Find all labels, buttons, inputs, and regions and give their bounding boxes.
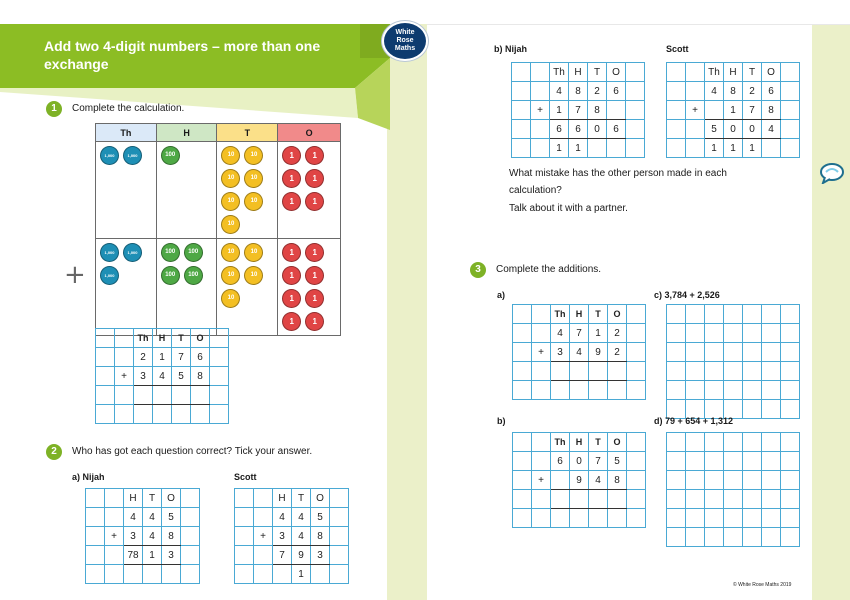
counter-1: 1 <box>282 312 301 331</box>
pv-cell <box>278 142 341 239</box>
answer-cell[interactable] <box>762 324 781 343</box>
grid-header: T <box>743 63 762 82</box>
answer-cell[interactable] <box>781 452 800 471</box>
grid-header: Th <box>134 329 153 348</box>
grid-header: O <box>191 329 210 348</box>
counter-1: 1 <box>282 146 301 165</box>
grid-header: H <box>569 63 588 82</box>
answer-cell[interactable] <box>762 381 781 400</box>
grid-header: O <box>608 305 627 324</box>
grid-header: H <box>570 433 589 452</box>
answer-cell[interactable] <box>667 305 686 324</box>
question-3-text: Complete the additions. <box>496 264 602 275</box>
counter-1: 1 <box>282 169 301 188</box>
grid-digit: 8 <box>724 82 743 101</box>
answer-cell[interactable] <box>762 528 781 547</box>
answer-cell[interactable] <box>686 305 705 324</box>
answer-cell[interactable] <box>724 433 743 452</box>
answer-cell[interactable] <box>743 509 762 528</box>
answer-cell[interactable] <box>686 528 705 547</box>
answer-cell[interactable] <box>724 471 743 490</box>
answer-cell[interactable] <box>743 471 762 490</box>
answer-cell[interactable] <box>667 452 686 471</box>
answer-cell[interactable] <box>134 386 153 405</box>
white-rose-logo: White Rose Maths <box>382 21 428 61</box>
grid-plus: + <box>532 343 551 362</box>
grid-digit: 5 <box>311 508 330 527</box>
answer-cell[interactable] <box>667 433 686 452</box>
grid-digit <box>705 101 724 120</box>
answer-cell[interactable] <box>781 400 800 419</box>
q2a-nijah-label: a) Nijah <box>72 472 105 482</box>
grid-digit: 6 <box>607 82 626 101</box>
grid-header: H <box>153 329 172 348</box>
counter-10: 10 <box>244 266 263 285</box>
counter-100: 100 <box>184 243 203 262</box>
counter-1: 1 <box>305 192 324 211</box>
pv-cell <box>156 239 217 336</box>
q3b-label: b) <box>497 416 506 426</box>
pv-header-ones: O <box>278 124 341 142</box>
counter-100: 100 <box>161 146 180 165</box>
grid-digit: 7 <box>172 348 191 367</box>
q2b-scott-grid <box>666 62 800 158</box>
grid-digit: 4 <box>292 527 311 546</box>
pv-header-tens: T <box>217 124 278 142</box>
grid-header: H <box>724 63 743 82</box>
answer-cell[interactable] <box>570 381 589 400</box>
grid-header: T <box>588 63 607 82</box>
counter-10: 10 <box>244 169 263 188</box>
q3c-empty-grid[interactable] <box>666 304 800 419</box>
grid-digit: 8 <box>762 101 781 120</box>
grid-header: T <box>292 489 311 508</box>
q3a-label: a) <box>497 290 506 300</box>
q2a-scott-grid <box>234 488 349 584</box>
answer-cell[interactable] <box>608 362 627 381</box>
grid-plus: + <box>686 101 705 120</box>
grid-digit: 4 <box>705 82 724 101</box>
answer-cell[interactable] <box>686 490 705 509</box>
grid-plus: + <box>254 527 273 546</box>
answer-cell[interactable] <box>762 490 781 509</box>
answer-cell[interactable] <box>705 490 724 509</box>
mistake-question: What mistake has the other person made in each calculation? <box>509 168 727 196</box>
answer-cell[interactable] <box>589 362 608 381</box>
grid-header: Th <box>550 63 569 82</box>
counter-1: 1 <box>282 266 301 285</box>
answer-cell[interactable] <box>551 381 570 400</box>
answer-cell[interactable] <box>172 405 191 424</box>
answer-cell[interactable] <box>172 386 191 405</box>
answer-cell[interactable] <box>686 362 705 381</box>
grid-digit: 4 <box>551 324 570 343</box>
answer-cell[interactable] <box>608 509 627 528</box>
pv-cell <box>96 142 157 239</box>
answer-cell[interactable] <box>191 405 210 424</box>
q2a-nijah-grid <box>85 488 200 584</box>
grid-header: T <box>589 305 608 324</box>
answer-cell[interactable] <box>705 528 724 547</box>
answer-cell[interactable] <box>570 362 589 381</box>
grid-plus: + <box>531 101 550 120</box>
answer-cell[interactable] <box>705 433 724 452</box>
grid-header: O <box>162 489 181 508</box>
grid-header: H <box>570 305 589 324</box>
answer-cell[interactable] <box>705 452 724 471</box>
carry-digit: 1 <box>550 139 569 158</box>
grid-digit: 8 <box>588 101 607 120</box>
carry-digit: 1 <box>743 139 762 158</box>
answer-cell[interactable] <box>724 528 743 547</box>
grid-digit: 2 <box>743 82 762 101</box>
answer-cell[interactable] <box>781 509 800 528</box>
answer-cell[interactable] <box>705 509 724 528</box>
grid-digit: 9 <box>589 343 608 362</box>
answer-cell[interactable] <box>608 490 627 509</box>
grid-header: Th <box>551 433 570 452</box>
grid-digit: 3 <box>162 546 181 565</box>
counter-1: 1 <box>305 146 324 165</box>
grid-digit: 1 <box>143 546 162 565</box>
grid-header: O <box>607 63 626 82</box>
grid-digit: 0 <box>588 120 607 139</box>
grid-digit: 0 <box>724 120 743 139</box>
grid-header: H <box>273 489 292 508</box>
counter-100: 100 <box>184 266 203 285</box>
grid-header: Th <box>705 63 724 82</box>
counter-100: 100 <box>161 243 180 262</box>
counter-10: 10 <box>244 146 263 165</box>
grid-digit: 3 <box>551 343 570 362</box>
grid-digit: 0 <box>570 452 589 471</box>
grid-digit: 2 <box>134 348 153 367</box>
grid-digit: 6 <box>762 82 781 101</box>
grid-digit: 3 <box>311 546 330 565</box>
answer-cell[interactable] <box>781 324 800 343</box>
counter-1: 1 <box>282 243 301 262</box>
answer-cell[interactable] <box>781 381 800 400</box>
grid-digit: 7 <box>569 101 588 120</box>
counter-1: 1 <box>305 266 324 285</box>
answer-cell[interactable] <box>743 343 762 362</box>
grid-digit: 5 <box>162 508 181 527</box>
grid-digit: 3 <box>124 527 143 546</box>
page-margin-stripe-left <box>387 24 427 600</box>
answer-cell[interactable] <box>686 381 705 400</box>
grid-digit: 1 <box>589 324 608 343</box>
answer-cell[interactable] <box>686 452 705 471</box>
counter-1: 1 <box>282 192 301 211</box>
answer-cell[interactable] <box>724 509 743 528</box>
answer-cell[interactable] <box>781 471 800 490</box>
grid-header: T <box>172 329 191 348</box>
answer-cell[interactable] <box>724 305 743 324</box>
grid-digit: 4 <box>589 471 608 490</box>
grid-digit: 8 <box>311 527 330 546</box>
q2b-nijah-label: b) Nijah <box>494 44 527 54</box>
grid-digit: 4 <box>143 527 162 546</box>
grid-digit: 3 <box>273 527 292 546</box>
grid-digit: 1 <box>153 348 172 367</box>
grid-digit: 4 <box>273 508 292 527</box>
grid-header: O <box>311 489 330 508</box>
grid-digit: 4 <box>570 343 589 362</box>
counter-1: 1 <box>305 243 324 262</box>
q2a-scott-label: Scott <box>234 472 257 482</box>
answer-cell[interactable] <box>762 433 781 452</box>
answer-cell[interactable] <box>667 343 686 362</box>
counter-10: 10 <box>221 146 240 165</box>
grid-digit: 8 <box>608 471 627 490</box>
grid-digit: 6 <box>569 120 588 139</box>
counter-1000: 1,000 <box>100 146 119 165</box>
page-title: Add two 4-digit numbers – more than one exchange <box>44 38 321 72</box>
pv-cell <box>156 142 217 239</box>
answer-cell[interactable] <box>781 528 800 547</box>
page-margin-stripe-right <box>812 25 850 600</box>
talk-prompt: Talk about it with a partner. <box>509 203 628 214</box>
answer-cell[interactable] <box>705 343 724 362</box>
grid-header: O <box>762 63 781 82</box>
counter-10: 10 <box>244 243 263 262</box>
answer-cell[interactable] <box>667 381 686 400</box>
answer-cell[interactable] <box>686 343 705 362</box>
counter-10: 10 <box>221 266 240 285</box>
answer-cell[interactable] <box>191 386 210 405</box>
grid-digit: 0 <box>743 120 762 139</box>
grid-header: T <box>143 489 162 508</box>
counter-10: 10 <box>221 215 240 234</box>
answer-cell[interactable] <box>724 381 743 400</box>
carry-digit: 1 <box>724 139 743 158</box>
answer-cell[interactable] <box>781 490 800 509</box>
grid-digit: 9 <box>292 546 311 565</box>
answer-cell[interactable] <box>762 471 781 490</box>
counter-1: 1 <box>305 312 324 331</box>
grid-digit: 2 <box>608 343 627 362</box>
question-number-1: 1 <box>46 101 62 117</box>
grid-digit: 7 <box>743 101 762 120</box>
grid-digit: 7 <box>589 452 608 471</box>
grid-digit: 78 <box>124 546 143 565</box>
answer-cell[interactable] <box>686 433 705 452</box>
grid-header: T <box>589 433 608 452</box>
q3a-grid <box>512 304 646 400</box>
grid-digit: 4 <box>143 508 162 527</box>
grid-digit: 4 <box>124 508 143 527</box>
question-2-text: Who has got each question correct? Tick your answer. <box>72 446 313 457</box>
answer-cell[interactable] <box>705 305 724 324</box>
answer-cell[interactable] <box>551 362 570 381</box>
answer-cell[interactable] <box>724 362 743 381</box>
grid-digit: 2 <box>608 324 627 343</box>
answer-cell[interactable] <box>153 386 172 405</box>
pv-header-hundreds: H <box>156 124 217 142</box>
pv-cell <box>96 239 157 336</box>
answer-cell[interactable] <box>705 362 724 381</box>
answer-cell[interactable] <box>781 433 800 452</box>
question-number-2: 2 <box>46 444 62 460</box>
grid-header: Th <box>551 305 570 324</box>
answer-cell[interactable] <box>570 509 589 528</box>
answer-cell[interactable] <box>589 490 608 509</box>
answer-cell[interactable] <box>686 509 705 528</box>
question-1-text: Complete the calculation. <box>72 103 185 114</box>
answer-cell[interactable] <box>153 405 172 424</box>
answer-cell[interactable] <box>667 324 686 343</box>
grid-digit: 7 <box>273 546 292 565</box>
answer-cell[interactable] <box>743 305 762 324</box>
answer-cell[interactable] <box>743 433 762 452</box>
grid-digit <box>607 101 626 120</box>
grid-digit: 5 <box>172 367 191 386</box>
grid-digit: 9 <box>570 471 589 490</box>
grid-digit: 5 <box>705 120 724 139</box>
grid-digit: 1 <box>550 101 569 120</box>
answer-cell[interactable] <box>705 381 724 400</box>
answer-cell[interactable] <box>762 452 781 471</box>
q3d-empty-grid[interactable] <box>666 432 800 547</box>
q2b-nijah-grid <box>511 62 645 158</box>
answer-cell[interactable] <box>134 405 153 424</box>
grid-digit: 6 <box>607 120 626 139</box>
answer-cell[interactable] <box>551 490 570 509</box>
answer-cell[interactable] <box>762 343 781 362</box>
carry-digit: 1 <box>569 139 588 158</box>
plus-sign: + <box>64 260 86 290</box>
counter-1: 1 <box>305 289 324 308</box>
grid-digit: 4 <box>762 120 781 139</box>
answer-cell[interactable] <box>743 324 762 343</box>
counter-1: 1 <box>282 289 301 308</box>
grid-digit: 4 <box>153 367 172 386</box>
pv-header-thousands: Th <box>96 124 157 142</box>
q3b-grid <box>512 432 646 528</box>
answer-cell[interactable] <box>781 362 800 381</box>
pv-cell <box>278 239 341 336</box>
grid-digit: 2 <box>588 82 607 101</box>
counter-10: 10 <box>221 169 240 188</box>
answer-cell[interactable] <box>589 381 608 400</box>
answer-cell[interactable] <box>781 343 800 362</box>
grid-digit: 1 <box>724 101 743 120</box>
answer-cell[interactable] <box>762 509 781 528</box>
q3c-label: c) 3,784 + 2,526 <box>654 290 720 300</box>
answer-cell[interactable] <box>762 400 781 419</box>
grid-digit: 4 <box>550 82 569 101</box>
answer-cell[interactable] <box>762 362 781 381</box>
counter-10: 10 <box>221 289 240 308</box>
grid-digit: 8 <box>162 527 181 546</box>
answer-cell[interactable] <box>667 490 686 509</box>
grid-digit: 3 <box>134 367 153 386</box>
carry-digit: 1 <box>705 139 724 158</box>
grid-digit: 6 <box>191 348 210 367</box>
q2b-scott-label: Scott <box>666 44 689 54</box>
answer-cell[interactable] <box>667 528 686 547</box>
answer-cell[interactable] <box>781 305 800 324</box>
counter-10: 10 <box>221 243 240 262</box>
answer-cell[interactable] <box>589 509 608 528</box>
counter-1000: 1,000 <box>100 266 119 285</box>
answer-cell[interactable] <box>724 324 743 343</box>
grid-digit: 4 <box>292 508 311 527</box>
answer-cell[interactable] <box>743 528 762 547</box>
grid-plus: + <box>532 471 551 490</box>
answer-cell[interactable] <box>686 471 705 490</box>
counter-100: 100 <box>161 266 180 285</box>
q1-column-grid <box>95 328 229 424</box>
answer-cell[interactable] <box>743 362 762 381</box>
carry-digit: 1 <box>292 565 311 584</box>
answer-cell[interactable] <box>705 324 724 343</box>
counter-1000: 1,000 <box>123 243 142 262</box>
copyright-footer: © White Rose Maths 2019 <box>733 582 792 588</box>
counter-1000: 1,000 <box>123 146 142 165</box>
grid-digit: 6 <box>550 120 569 139</box>
answer-cell[interactable] <box>570 490 589 509</box>
grid-header: H <box>124 489 143 508</box>
counter-10: 10 <box>244 192 263 211</box>
answer-cell[interactable] <box>743 381 762 400</box>
pv-cell <box>217 239 278 336</box>
grid-digit: 7 <box>570 324 589 343</box>
answer-cell[interactable] <box>608 381 627 400</box>
grid-digit: 6 <box>551 452 570 471</box>
answer-cell[interactable] <box>743 452 762 471</box>
q3d-label: d) 79 + 654 + 1,312 <box>654 416 734 426</box>
grid-plus: + <box>115 367 134 386</box>
counter-1000: 1,000 <box>100 243 119 262</box>
grid-digit: 5 <box>608 452 627 471</box>
answer-cell[interactable] <box>743 400 762 419</box>
pv-cell <box>217 142 278 239</box>
grid-digit: 8 <box>569 82 588 101</box>
answer-cell[interactable] <box>724 490 743 509</box>
grid-plus: + <box>105 527 124 546</box>
answer-cell[interactable] <box>705 471 724 490</box>
answer-cell[interactable] <box>667 471 686 490</box>
question-number-3: 3 <box>470 262 486 278</box>
place-value-chart <box>95 123 341 336</box>
grid-digit: 8 <box>191 367 210 386</box>
speech-bubble-icon <box>819 162 844 184</box>
counter-1: 1 <box>305 169 324 188</box>
answer-cell[interactable] <box>762 305 781 324</box>
answer-cell[interactable] <box>686 324 705 343</box>
answer-cell[interactable] <box>551 509 570 528</box>
answer-cell[interactable] <box>724 452 743 471</box>
answer-cell[interactable] <box>724 343 743 362</box>
grid-digit <box>551 471 570 490</box>
counter-10: 10 <box>221 192 240 211</box>
answer-cell[interactable] <box>667 362 686 381</box>
grid-header: O <box>608 433 627 452</box>
answer-cell[interactable] <box>667 509 686 528</box>
answer-cell[interactable] <box>743 490 762 509</box>
